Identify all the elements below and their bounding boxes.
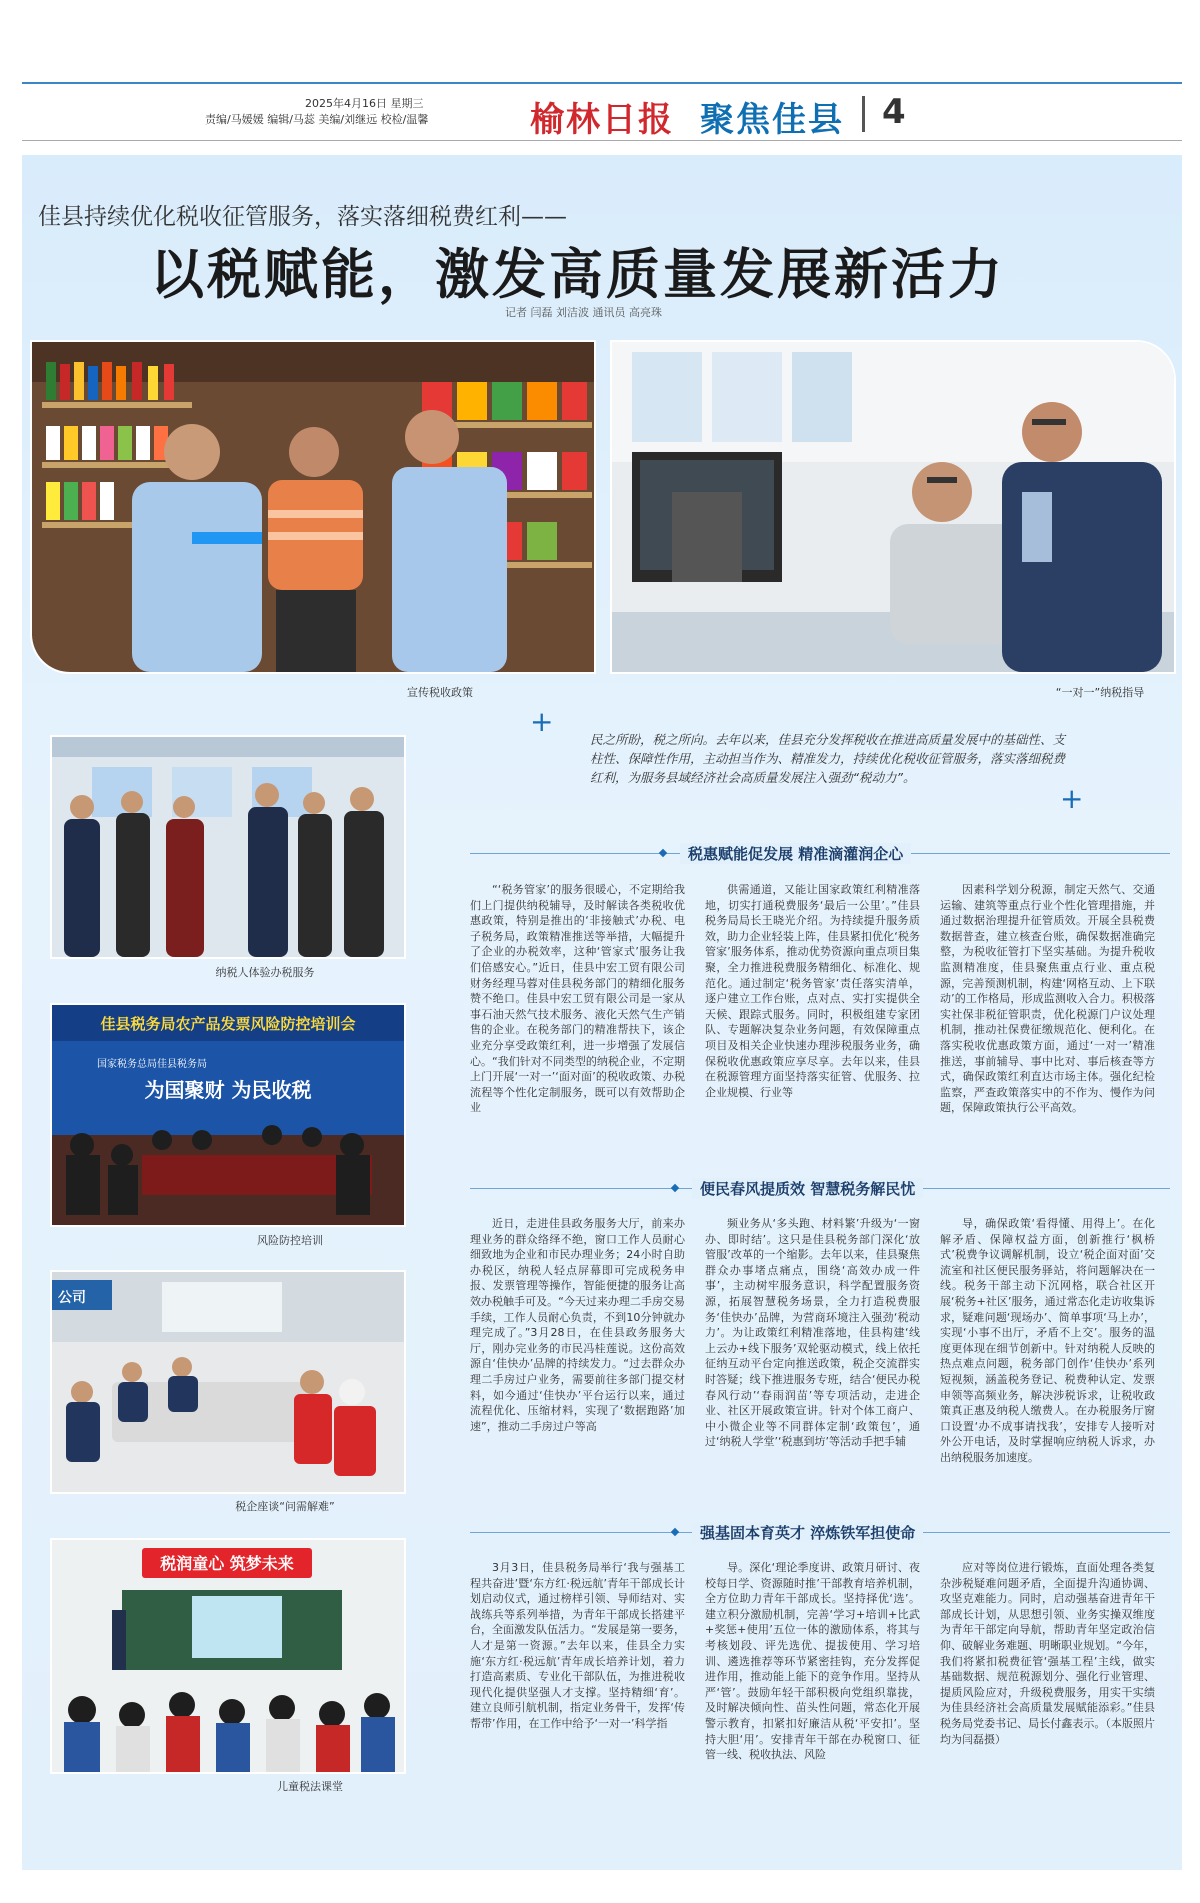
photo-caption-4: 风险防控培训	[257, 1234, 323, 1247]
section-name: 聚焦佳县	[700, 100, 844, 140]
photo-caption-2: “一对一”纳税指导	[1055, 686, 1145, 699]
tax-bureau-sign-text: 国家税务总局佳县税务局	[97, 1059, 207, 1070]
photo-taxpayer-experience	[50, 735, 406, 959]
newspaper-masthead: 榆林日报	[530, 100, 674, 140]
photo-risk-training	[50, 1003, 406, 1227]
header-rule	[22, 140, 1182, 141]
section-2-column-2: 频业务从‘多头跑、材料繁’升级为‘一窗办、即时结’。这只是佳县税务部门深化‘放管服’改革的一个缩影。去年以来，佳县聚焦群众办事堵点痛点，围绕‘高效办成一件事’，主动树牢服务意识，科学配置服务资源，拓展智慧税务场景，全力打造税费服务‘佳快办’品牌，为营商环境注入强劲‘税动力’。为让政策红利精准落地，佳县构建‘线上云办+线下服务’双轮驱动模式，线上依托征纳互动平台定向推送政策，税企交流群实时答疑；线下推进服务专班，结合‘便民办税春风行动’‘春雨润苗’等专项活动，走进企业、社区开展政策宣讲。针对个体工商户、中小微企业等不同群体定制‘政策包’，通过‘纳税人学堂’‘税惠到坊’等活动手把手辅	[705, 1217, 920, 1449]
crosshair-icon: +	[530, 705, 554, 738]
article-byline: 记者 闫磊 刘洁波 通讯员 高亮珠	[505, 306, 662, 319]
editor-credits: 责编/马媛媛 编辑/马蕊 美编/刘继远 校检/温馨	[205, 113, 429, 126]
photo-children-tax-class	[50, 1538, 406, 1774]
article-lead: 民之所盼，税之所向。去年以来，佳县充分发挥税收在推进高质量发展中的基础性、支柱性、保障性作用，主动担当作为、精准发力，持续优化税收征管服务，落实落细税费红利，为服务县域经济社会高质量发展注入强劲“税动力”。	[590, 732, 1066, 785]
section-1-column-3: 因素科学划分税源，制定天然气、交通运输、建筑等重点行业个性化管理措施，并通过数据治理提升征管质效。开展全县税费数据普查，建立核查台账，确保数据准确完整，为税收征管打下坚实基础。为提升税收监测精准度，佳县聚焦重点行业、重点税源，完善预测机制，构建‘网格互动、上下联动’的工作格局，形成监测收入合力。积极落实社保非税征管职责，优化税源门户议处理机制，推动社保费征缴规范化、便利化。在落实税收优惠政策方面，通过‘一对一’精准推送，事前辅导、事中比对、事后核查等方式，确保政策红利直达市场主体。强化纪检监察，严查政策落实中的不作为、慢作为问题，保障政策执行公平高效。	[940, 883, 1155, 1115]
issue-date: 2025年4月16日 星期三	[305, 97, 424, 110]
section-3-heading: 强基固本育英才 淬炼铁军担使命	[692, 1522, 923, 1543]
photo-caption-1: 宣传税收政策	[407, 686, 473, 699]
section-1-column-1: “‘税务管家’的服务很暖心，不定期给我们上门提供纳税辅导，及时解读各类税收优惠政策，特别是推出的‘非接触式’办税、电子税务局，政策精准推送等举措，大幅提升了企业的办税效率，这种‘管家式’服务让我们倍感安心。”近日，佳县中宏工贸有限公司财务经理马蓉对佳县税务部门的精细化服务赞不绝口。佳县中宏工贸有限公司是一家从事石油天然气技术服务、液化天然气生产销售的企业。在税务部门的精准帮扶下，该企业充分享受政策红利，进一步增强了发展信心。“我们针对不同类型的纳税企业，不定期上门开展‘一对一’‘面对面’的税收政策、办税流程等个性化定制服务，既可以有效帮助企业	[470, 883, 685, 1115]
crosshair-icon: +	[1060, 782, 1084, 815]
photo-one-on-one-guidance	[610, 340, 1176, 674]
section-3-column-2: 导。深化‘理论季度讲、政策月研讨、夜校每日学、资源随时推’干部教育培养机制，全方位助力青年干部成长。坚持择优‘选’。建立积分激励机制，完善‘学习+培训+比武+奖惩+使用’五位一体的激励体系，将其与考核划段、评先选优、提拔使用、学习培训、遴选推荐等环节紧密挂钩，充分发挥促进作用，推动能上能下的竞争作用。坚持从严‘管’。鼓励年轻干部积极向党组织靠拢，及时解决倾向性、苗头性问题，常态化开展警示教育，扣紧扣好廉洁从税‘平安扣’。坚持大胆‘用’。安排青年干部在办税窗口、征管一线、税收执法、风险	[705, 1561, 920, 1762]
section-3-column-1: 3月3日，佳县税务局举行‘我与强基工程共奋进’暨‘东方红·税远航’青年干部成长计划启动仪式，通过榜样引领、导师结对、实战练兵等系列举措，为青年干部成长搭建平台，全面激发队伍活力。“发展是第一要务，人才是第一资源。”去年以来，佳县全力实施‘东方红·税远航’青年成长培养计划，着力打造高素质、专业化干部队伍，为推进税收现代化提供坚强人才支撑。坚持精细‘育’。建立良师引航机制，指定业务骨干，发挥‘传帮带’作用，在工作中给予‘一对一’科学指	[470, 1561, 685, 1730]
photo-tax-policy-promotion	[30, 340, 596, 674]
section-1-heading: 税惠赋能促发展 精准滴灌润企心	[680, 843, 911, 864]
article-kicker: 佳县持续优化税收征管服务，落实落细税费红利——	[38, 204, 567, 230]
company-sign-text: 公司	[58, 1290, 86, 1306]
section-2-column-3: 导，确保政策‘看得懂、用得上’。在化解矛盾、保障权益方面，创新推行‘枫桥式’税费争议调解机制，设立‘税企面对面’交流室和社区便民服务驿站，将问题解决在一线。税务干部主动下沉网格，联合社区开展‘税务+社区’服务，通过常态化走访收集诉求，疑难问题‘现场办’、简单事项‘马上办’，实现‘小事不出厅，矛盾不上交’。服务的温度更体现在细节创新中。针对纳税人反映的热点难点问题，税务部门创作‘佳快办’系列短视频，涵盖税务登记、税费种认定、发票申领等高频业务，解决涉税诉求，让税收政策真正惠及纳税人缴费人。在办税服务厅窗口设置‘办不成事请找我’，安排专人接听对外公开电话，及时掌握响应纳税人诉求，办出纳税服务加速度。	[940, 1217, 1155, 1464]
slogan-sign-text: 为国聚财 为民收税	[144, 1078, 312, 1102]
training-banner-text: 佳县税务局农产品发票风险防控培训会	[100, 1015, 356, 1033]
section-1-column-2: 供需通道，又能让国家政策红利精准落地，切实打通税费服务‘最后一公里’。”佳县税务局局长王晓光介绍。为持续提升服务质效，助力企业轻装上阵，佳县紧扣优化‘税务管家’服务体系，推动优势资源向重点项目集聚，全力推进税费服务精细化、标准化、规范化。通过制定‘税务管家’责任落实清单，逐户建立工作台账，点对点、实打实提供全天候、跟踪式服务。同时，积极组建专家团队、专题解决复杂业务问题，有效保障重点项目及相关企业快速办理涉税服务业务，确保税收优惠政策应享尽享。去年以来，佳县在税源管理方面坚持落实征管、优服务、拉企业规模、行业等	[705, 883, 920, 1099]
section-2-column-1: 近日，走进佳县政务服务大厅，前来办理业务的群众络绎不绝，窗口工作人员耐心细致地为企业和市民办理业务；24小时自助办税区，纳税人轻点屏幕即可完成税务申报、发票管理等操作，智能便捷的服务让高效办税触手可及。“今天过来办理二手房交易手续，工作人员耐心负责，不到10分钟就办理完成了。”3月28日，在佳县政务服务大厅，刚办完业务的市民冯桂莲说。这份高效源自‘佳快办’品牌的持续发力。“过去群众办理二手房过户业务，需要前往多部门提交材料，如今通过‘佳快办’平台运行以来，通过流程优化、压缩材料，实现了‘数据跑路’加速”，推动二手房过户等高	[470, 1217, 685, 1433]
page-number: 4	[882, 92, 906, 132]
photo-caption-3: 纳税人体验办税服务	[215, 966, 315, 979]
photo-caption-6: 儿童税法课堂	[277, 1780, 343, 1793]
photo-caption-5: 税企座谈“问需解难”	[235, 1500, 335, 1513]
section-3-column-3: 应对等岗位进行锻炼，直面处理各类复杂涉税疑难问题矛盾，全面提升沟通协调、攻坚克难能力。同时，启动强基奋进青年干部成长计划，从思想引领、业务实操双维度为青年干部定向导航，帮助青年坚定政治信仰、破解业务难题、明晰职业规划。“今年，我们将紧扣税费征管‘强基工程’主线，做实基础数据、规范税源划分、强化行业管理、提质风险应对，升级税费服务，用实干实绩为佳县经济社会高质量发展赋能添彩。”佳县税务局党委书记、局长付鑫表示。（本版照片均为闫磊摄）	[940, 1561, 1155, 1746]
top-rule	[22, 82, 1182, 84]
photo-tax-enterprise-forum	[50, 1270, 406, 1494]
class-banner-text: 税润童心 筑梦未来	[160, 1554, 294, 1573]
header-divider	[862, 96, 865, 132]
section-2-heading: 便民春风提质效 智慧税务解民忧	[692, 1178, 923, 1199]
article-headline: 以税赋能，激发高质量发展新活力	[150, 243, 1005, 306]
